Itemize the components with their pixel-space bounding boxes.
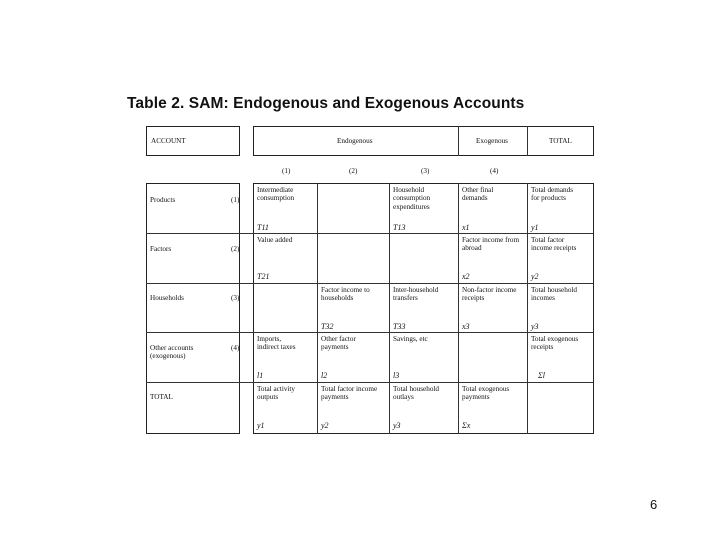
col-number-1: (1) <box>282 167 291 175</box>
row-label-households: Households <box>150 294 184 302</box>
cell-var-x3: x3 <box>462 322 470 331</box>
row-number-3: (3) <box>231 294 240 302</box>
cell-total-household-incomes: Total household incomes <box>531 286 578 303</box>
cell-var-t32: T32 <box>321 322 334 331</box>
cell-inter-household-transfers: Inter-household transfers <box>393 286 439 303</box>
row-label-other-accounts: Other accounts <box>150 344 194 352</box>
cell-other-factor-payments: Other factor payments <box>321 335 356 352</box>
col-line-1 <box>317 183 318 434</box>
cell-var-y1-row: y1 <box>531 223 539 232</box>
cell-var-x1: x1 <box>462 223 470 232</box>
header-total: TOTAL <box>549 137 572 145</box>
cell-intermediate-consumption: Intermediate consumption <box>257 186 295 203</box>
cell-var-y3-col: y3 <box>393 421 401 430</box>
cell-var-l2: l2 <box>321 371 328 380</box>
col-line-4 <box>527 183 528 434</box>
cell-total-factor-income-payments: Total factor income payments <box>321 385 378 402</box>
cell-var-y2-row: y2 <box>531 272 539 281</box>
row-number-2: (2) <box>231 245 240 253</box>
cell-var-y2-col: y2 <box>321 421 329 430</box>
header-endogenous: Endogenous <box>337 137 373 145</box>
columns-header-box <box>253 126 594 156</box>
cell-var-y1-col: y1 <box>257 421 265 430</box>
cell-household-consumption: Household consumption expenditures <box>393 186 431 211</box>
header-divider-1 <box>458 126 459 156</box>
cell-var-sum-x: Σx <box>462 421 471 430</box>
cell-var-l3: l3 <box>393 371 400 380</box>
col-number-2: (2) <box>349 167 358 175</box>
col-number-4: (4) <box>490 167 499 175</box>
row-label-factors: Factors <box>150 245 172 253</box>
cell-var-t13: T13 <box>393 223 406 232</box>
col-line-2 <box>389 183 390 434</box>
cell-other-final-demands: Other final demands <box>462 186 494 203</box>
header-exogenous: Exogenous <box>476 137 508 145</box>
cell-var-y3-row: y3 <box>531 322 539 331</box>
row-number-1: (1) <box>231 196 240 204</box>
cell-var-t33: T33 <box>393 322 406 331</box>
row-number-4: (4) <box>231 344 240 352</box>
cell-factor-income-abroad: Factor income from abroad <box>462 236 520 253</box>
page-number: 6 <box>650 497 658 512</box>
cell-var-x2: x2 <box>462 272 470 281</box>
cell-total-demands: Total demands for products <box>531 186 574 203</box>
row-label-other-accounts-sub: (exogenous) <box>150 352 186 360</box>
header-divider-2 <box>527 126 528 156</box>
row-label-products: Products <box>150 196 176 204</box>
cell-value-added: Value added <box>257 236 293 244</box>
col-number-3: (3) <box>421 167 430 175</box>
cell-imports-taxes: Imports, indirect taxes <box>257 335 296 352</box>
header-account: ACCOUNT <box>151 137 186 145</box>
cell-var-t21: T21 <box>257 272 270 281</box>
cell-non-factor-income: Non-factor income receipts <box>462 286 517 303</box>
cell-factor-income-households: Factor income to households <box>321 286 370 303</box>
cell-total-exogenous-payments: Total exogenous payments <box>462 385 510 402</box>
table-title: Table 2. SAM: Endogenous and Exogenous Accounts <box>127 95 525 112</box>
cell-total-household-outlays: Total household outlays <box>393 385 440 402</box>
row-label-total: TOTAL <box>150 393 173 401</box>
cell-var-sum-l: Σl <box>538 371 545 380</box>
cell-total-factor-income-receipts: Total factor income receipts <box>531 236 577 253</box>
cell-var-t11: T11 <box>257 223 269 232</box>
cell-savings: Savings, etc <box>393 335 428 343</box>
cell-total-activity-outputs: Total activity outputs <box>257 385 296 402</box>
cell-var-l1: l1 <box>257 371 264 380</box>
col-line-3 <box>458 183 459 434</box>
cell-total-exogenous-receipts: Total exogenous receipts <box>531 335 579 352</box>
